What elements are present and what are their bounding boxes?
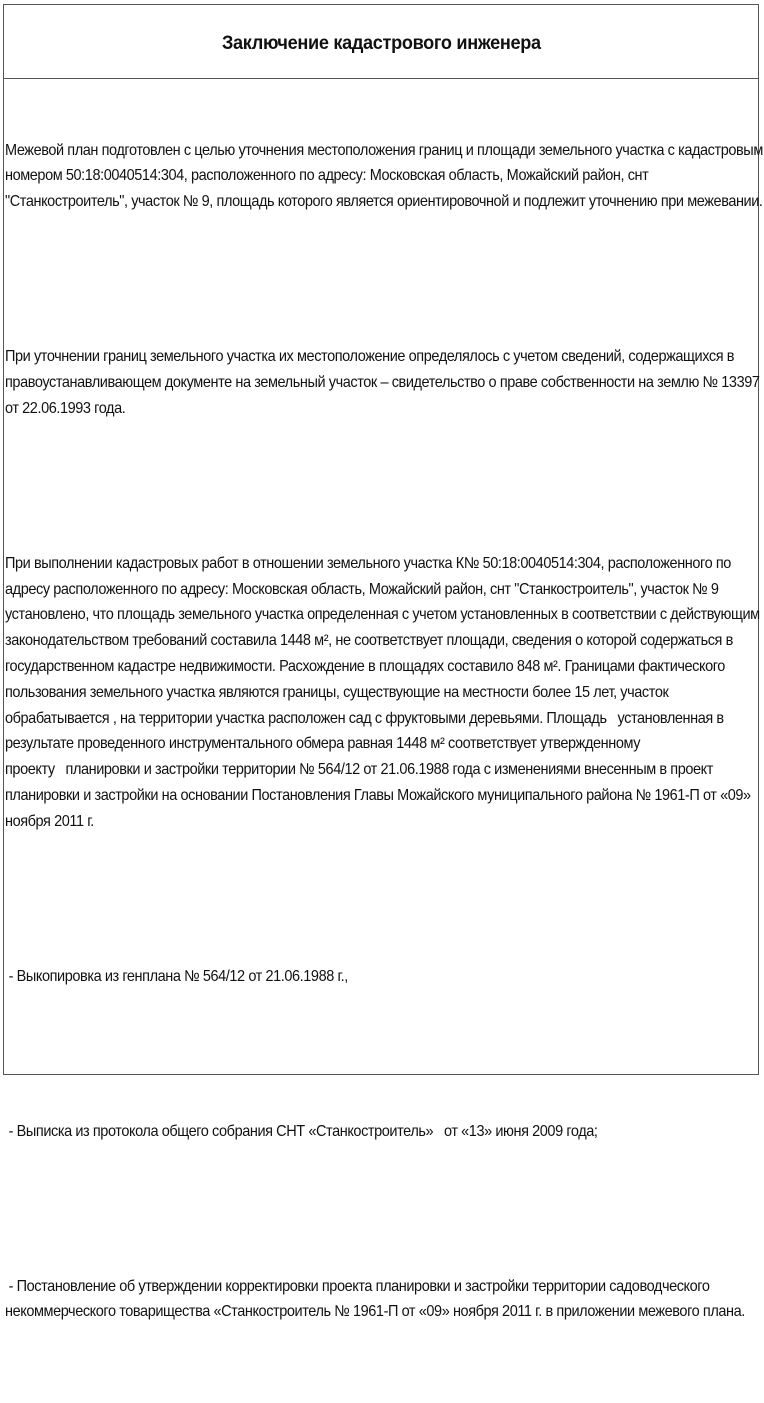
text-line: При выполнении кадастровых работ в отношении земельного участка К№ 50:18:0040514:304, расположенного по xyxy=(5,554,731,572)
text-line: законодательством требований составила 1448 м², не соответствует площади, сведения о которой содержаться в xyxy=(5,632,733,650)
text-line: обрабатывается , на территории участка расположен сад с фруктовыми деревьями. Площадь установленная в xyxy=(5,709,724,727)
paragraph-purpose xyxy=(5,86,763,267)
paragraph-findings xyxy=(5,499,760,886)
text-line: номером 50:18:0040514:304, расположенного по адресу: Московская область, Можайский район, снт xyxy=(5,167,649,185)
text-line: При уточнении границ земельного участка их местоположение определялось с учетом сведений, содержащихся в xyxy=(5,348,735,366)
text-line: пользования земельного участка являются границы, существующие на местности более 15 лет, участок xyxy=(5,683,669,701)
text-line: - Выписка из протокола общего собрания СНТ «Станкостроитель» от «13» июня 2009 года; xyxy=(5,1122,598,1140)
text-line: установлено, что площадь земельного участка определенная с учетом установленных в соответствии с действующим xyxy=(5,606,760,624)
document-title: Заключение кадастрового инженера xyxy=(221,32,541,54)
text-line: некоммерческого товарищества «Станкостроитель № 1961-П от «09» ноября 2011 г. в приложении межевого плана. xyxy=(5,1303,745,1321)
list-item-resolution xyxy=(5,1222,745,1377)
list-item-genplan xyxy=(5,912,712,1041)
text-line: проекту планировки и застройки территории № 564/12 от 21.06.1988 года с изменениями внесенным в проект xyxy=(5,761,713,779)
text-line: правоустанавливающем документе на земельный участок – свидетельство о праве собственности на землю № 13397 xyxy=(5,373,760,391)
document-body xyxy=(5,86,763,1403)
text-line: от 22.06.1993 года. xyxy=(5,399,126,417)
text-line: Межевой план подготовлен с целью уточнения местоположения границ и площади земельного участка с кадастровым xyxy=(5,141,763,159)
text-line: адресу расположенного по адресу: Московская область, Можайский район, снт "Станкостроитель", участок № 9 xyxy=(5,580,719,598)
text-line: планировки и застройки на основании Постановления Главы Можайского муниципального района № 1961-П от «09» xyxy=(5,786,751,804)
text-line: результате проведенного инструментального обмера равная 1448 м² соответствует утвержденному xyxy=(5,735,641,753)
text-line: - Выкопировка из генплана № 564/12 от 21.06.1988 г., xyxy=(5,967,348,985)
text-line: "Станкостроитель", участок № 9, площадь которого является ориентировочной и подлежит уточнению при межевании. xyxy=(5,193,763,211)
list-item-protocol xyxy=(5,1067,712,1196)
text-line: государственном кадастре недвижимости. Расхождение в площадях составило 848 м². Границами фактического xyxy=(5,657,725,675)
title-box xyxy=(4,5,758,79)
paragraph-boundaries xyxy=(5,293,760,474)
text-line: - Постановление об утверждении корректировки проекта планировки и застройки территории садоводческого xyxy=(5,1277,710,1295)
text-line: ноября 2011 г. xyxy=(5,812,94,830)
